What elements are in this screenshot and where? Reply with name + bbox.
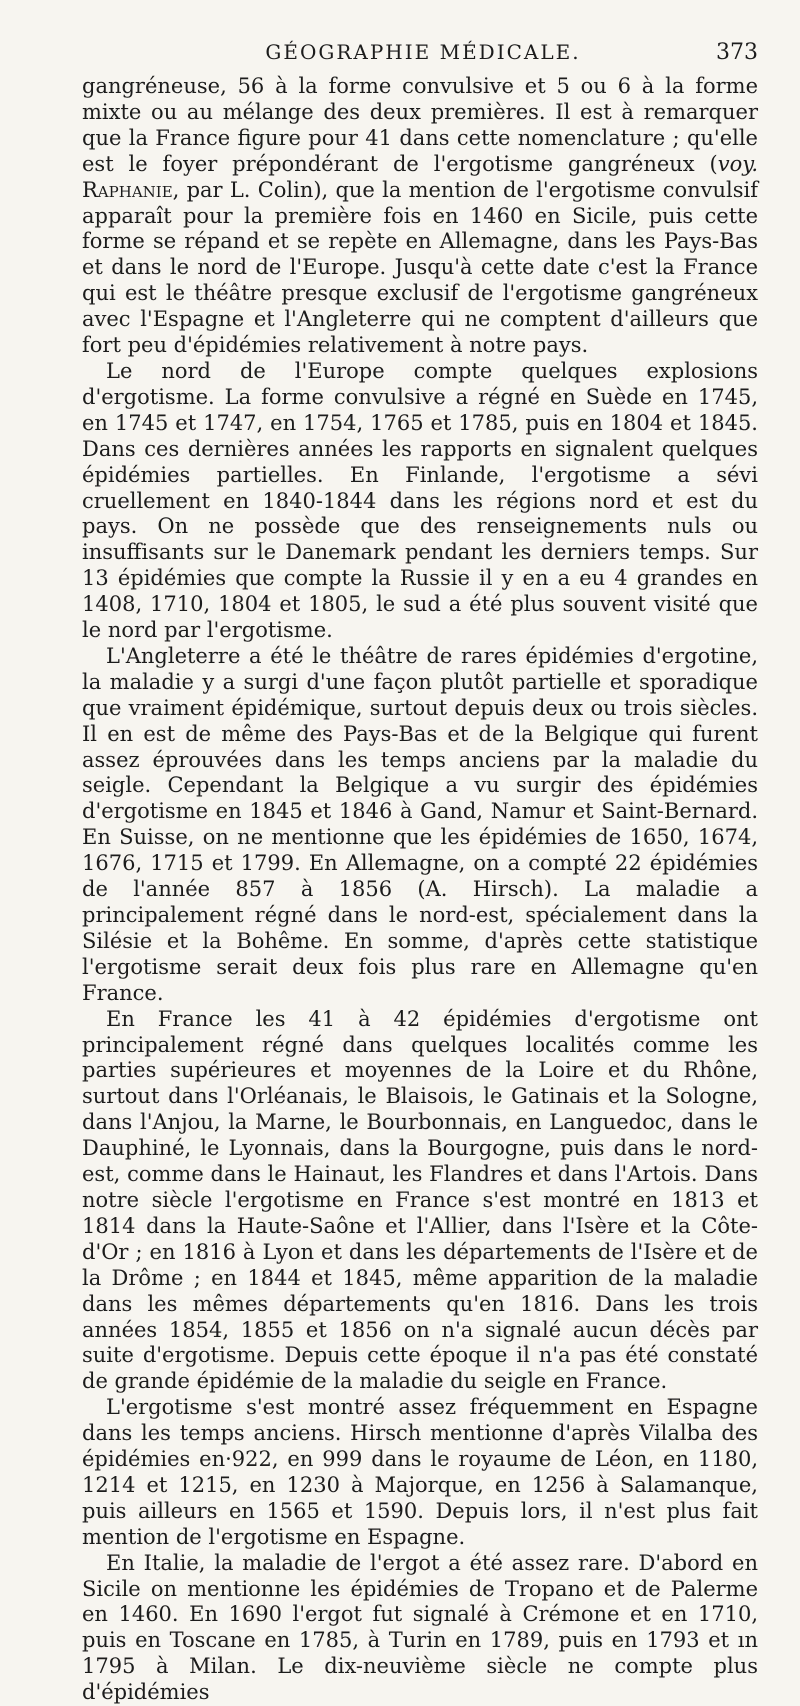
paragraph-1-voy: voy.	[717, 151, 758, 176]
paragraph-2: Le nord de l'Europe compte quelques explosions d'ergotisme. La forme convulsive a régné en Suède en 1745, en 1745 et 1747, en 1754, 1765 et 1785, puis en 1804 et 1845. Dans ces dernières années les rapports en signalent quelques épidémies partielles. En Finlande, l'ergotisme a sévi cruellement en 1840-1844 dans les régions nord et est du pays. On ne possède que des renseignements nuls ou insuffisants sur le Danemark pendant les derniers temps. Sur 13 épidémies que compte la Russie il y en a eu 4 grandes en 1408, 1710, 1804 et 1805, le sud a été plus souvent visité que le nord par l'ergotisme.	[82, 358, 758, 643]
paragraph-1-raphanie: Raphanie	[82, 177, 173, 202]
body-text	[82, 74, 758, 1706]
paragraph-1	[82, 74, 758, 359]
running-title: GÉOGRAPHIE MÉDICALE.	[265, 40, 581, 64]
paragraph-3: L'Angleterre a été le théâtre de rares épidémies d'ergotine, la maladie y a surgi d'une façon plutôt partielle et sporadique que vraiment épidémique, surtout depuis deux ou trois siècles. Il en est de même des Pays-Bas et de la Belgique qui furent assez éprouvées dans les temps anciens par la maladie du seigle. Cependant la Belgique a vu surgir des épidémies d'ergotisme en 1845 et 1846 à Gand, Namur et Saint-Bernard. En Suisse, on ne mentionne que les épidémies de 1650, 1674, 1676, 1715 et 1799. En Allemagne, on a compté 22 épidémies de l'année 857 à 1856 (A. Hirsch). La maladie a principalement régné dans le nord-est, spécialement dans la Silésie et la Bohême. En somme, d'après cette statistique l'ergotisme serait deux fois plus rare en Allemagne qu'en France.	[82, 643, 758, 1005]
paragraph-1-text-a: gangréneuse, 56 à la forme convulsive et 5 ou 6 à la forme mixte ou au mélange des deux premières. Il est à remarquer que la France figure pour 41 dans cette nomenclature ; qu'elle est le foyer prépondérant de l'ergotisme gangréneux (	[82, 74, 758, 176]
paragraph-5: L'ergotisme s'est montré assez fréquemment en Espagne dans les temps anciens. Hirsch mentionne d'après Vilalba des épidémies en·922, en 999 dans le royaume de Léon, en 1180, 1214 et 1215, en 1230 à Majorque, en 1256 à Salamanque, puis ailleurs en 1565 et 1590. Depuis lors, il n'est plus fait mention de l'ergotisme en Espagne.	[82, 1395, 758, 1549]
paragraph-1-text-b: , par L. Colin), que la mention de l'ergotisme convulsif apparaît pour la première fois en 1460 en Sicile, puis cette forme se répand et se repète en Allemagne, dans les Pays-Bas et dans le nord de l'Europe. Jusqu'à cette date c'est la France qui est le théâtre presque exclusif de l'ergotisme gangréneux avec l'Espagne et l'Angleterre qui ne comptent d'ailleurs que fort peu d'épidémies relativement à notre pays.	[82, 177, 758, 358]
page-number: 373	[716, 40, 758, 65]
paragraph-6: En Italie, la maladie de l'ergot a été assez rare. D'abord en Sicile on mentionne les épidémies de Tropano et de Palerme en 1460. En 1690 l'ergot fut signalé à Crémone et en 1710, puis en Toscane en 1785, à Turin en 1789, puis en 1793 et ın 1795 à Milan. Le dix-neuvième siècle ne compte plus d'épidémies	[82, 1550, 758, 1705]
paragraph-4: En France les 41 à 42 épidémies d'ergotisme ont principalement régné dans quelques localités comme les parties supérieures et moyennes de la Loire et du Rhône, surtout dans l'Orléanais, le Blaisois, le Gatinais et la Sologne, dans l'Anjou, la Marne, le Bourbonnais, en Languedoc, dans le Dauphiné, le Lyonnais, dans la Bourgogne, puis dans le nord-est, comme dans le Hainaut, les Flandres et dans l'Artois. Dans notre siècle l'ergotisme en France s'est montré en 1813 et 1814 dans la Haute-Saône et l'Allier, dans l'Isère et la Côte-d'Or ; en 1816 à Lyon et dans les départements de l'Isère et de la Drôme ; en 1844 et 1845, même apparition de la maladie dans les mêmes départements qu'en 1816. Dans les trois années 1854, 1855 et 1856 on n'a signalé aucun décès par suite d'ergotisme. Depuis cette époque il n'a pas été constaté de grande épidémie de la maladie du seigle en France.	[82, 1006, 758, 1394]
